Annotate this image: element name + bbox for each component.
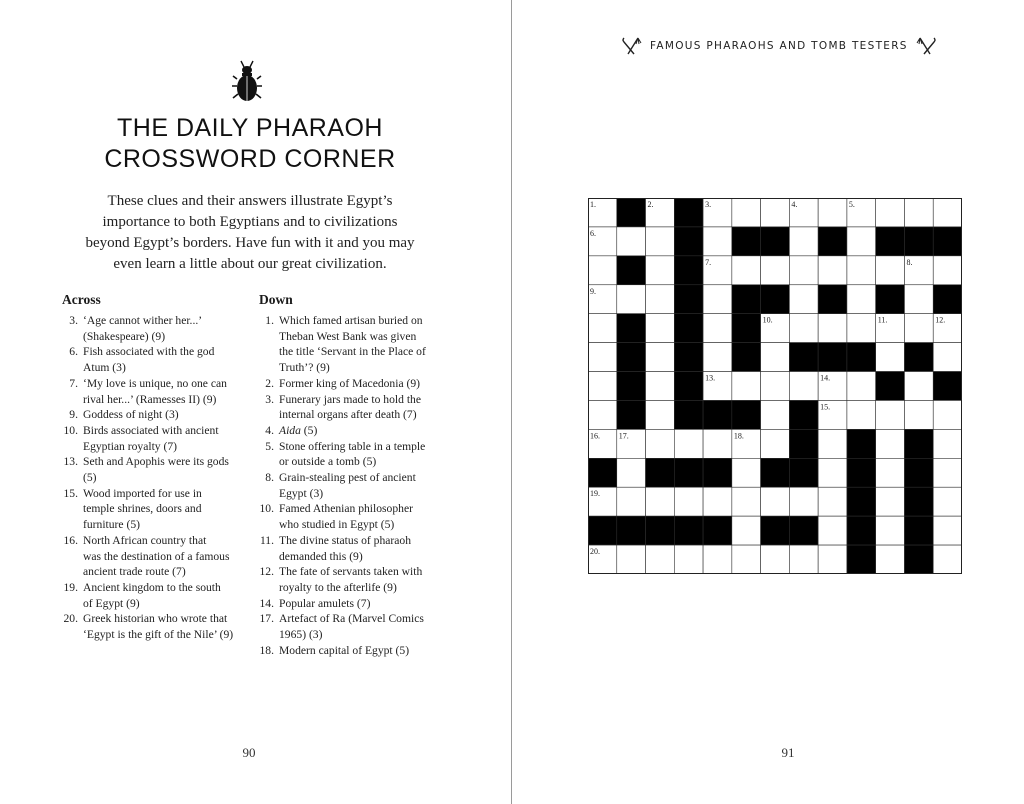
clue-text: Stone offering table in a temple bbox=[279, 439, 426, 453]
clue-text: Ancient kingdom to the south bbox=[83, 580, 221, 594]
black-square bbox=[933, 227, 962, 256]
white-square[interactable] bbox=[876, 400, 905, 429]
white-square[interactable] bbox=[703, 487, 732, 516]
clue-number: 8. bbox=[265, 471, 274, 485]
black-square bbox=[847, 487, 876, 516]
black-square bbox=[674, 343, 703, 372]
white-square[interactable] bbox=[646, 227, 675, 256]
black-square bbox=[617, 314, 646, 343]
white-square[interactable] bbox=[761, 400, 790, 429]
clue-text: rival her...’ (Ramesses II) (9) bbox=[83, 392, 217, 406]
black-square bbox=[703, 400, 732, 429]
white-square[interactable] bbox=[674, 487, 703, 516]
intro-line: beyond Egypt’s borders. Have fun with it and you may bbox=[85, 235, 415, 251]
clue-number: 16. bbox=[63, 533, 78, 547]
white-square[interactable] bbox=[789, 545, 818, 574]
black-square bbox=[674, 400, 703, 429]
cell-number: 9. bbox=[590, 286, 596, 296]
cell-number: 20. bbox=[590, 547, 600, 557]
clue-text: or outside a tomb (5) bbox=[279, 455, 377, 469]
white-square[interactable] bbox=[818, 545, 847, 574]
white-square[interactable] bbox=[703, 545, 732, 574]
cell-number: 17. bbox=[618, 431, 629, 441]
white-square[interactable] bbox=[904, 285, 933, 314]
white-square[interactable] bbox=[617, 458, 646, 487]
clue-text: Funerary jars made to hold the bbox=[279, 392, 421, 406]
clue-text: Grain-stealing pest of ancient bbox=[279, 471, 416, 485]
white-square[interactable] bbox=[732, 372, 761, 401]
clue-number: 10. bbox=[259, 502, 274, 516]
crook-flail-right-icon bbox=[916, 35, 938, 57]
clue-number: 3. bbox=[69, 314, 78, 327]
clue-text: Famed Athenian philosopher bbox=[279, 502, 413, 516]
black-square bbox=[674, 372, 703, 401]
cell-number: 18. bbox=[733, 431, 744, 441]
clue-text: the title ‘Servant in the Place of bbox=[279, 345, 426, 359]
clue-text: Goddess of night (3) bbox=[83, 408, 179, 422]
white-square[interactable] bbox=[876, 458, 905, 487]
down-clue-list bbox=[256, 313, 452, 658]
clue-text: demanded this (9) bbox=[279, 549, 363, 563]
clue-number: 10. bbox=[63, 423, 78, 437]
white-square[interactable] bbox=[761, 545, 790, 574]
black-square bbox=[904, 227, 933, 256]
white-square[interactable] bbox=[646, 314, 675, 343]
white-square[interactable] bbox=[876, 487, 905, 516]
white-square[interactable] bbox=[646, 429, 675, 458]
white-square[interactable] bbox=[646, 545, 675, 574]
clue-text: was the destination of a famous bbox=[83, 549, 230, 563]
black-square bbox=[818, 227, 847, 256]
black-square bbox=[617, 198, 646, 227]
white-square[interactable] bbox=[847, 285, 876, 314]
black-square bbox=[789, 458, 818, 487]
cell-number: 15. bbox=[820, 402, 831, 412]
white-square[interactable] bbox=[761, 487, 790, 516]
clue-text: Theban West Bank was given bbox=[279, 329, 417, 343]
down-clue bbox=[256, 313, 452, 376]
white-square[interactable] bbox=[617, 545, 646, 574]
clue-text: Birds associated with ancient bbox=[83, 423, 219, 437]
clue-text: (Shakespeare) (9) bbox=[83, 329, 166, 343]
white-square[interactable] bbox=[847, 372, 876, 401]
black-square bbox=[617, 516, 646, 545]
cell-number: 12. bbox=[935, 315, 946, 325]
white-square[interactable] bbox=[847, 256, 876, 285]
across-clue bbox=[60, 533, 250, 580]
crossword-grid bbox=[588, 198, 962, 574]
white-square[interactable] bbox=[933, 400, 962, 429]
across-clue bbox=[60, 344, 250, 375]
white-square[interactable] bbox=[789, 227, 818, 256]
intro-line: even learn a little about our great civilization. bbox=[113, 256, 387, 272]
clue-text: who studied in Egypt (5) bbox=[279, 518, 395, 532]
black-square bbox=[818, 343, 847, 372]
clue-text: Greek historian who wrote that bbox=[83, 612, 228, 626]
white-square[interactable] bbox=[732, 458, 761, 487]
clue-text: Wood imported for use in bbox=[83, 486, 202, 500]
page-number: 90 bbox=[242, 745, 256, 760]
black-square bbox=[674, 458, 703, 487]
black-square bbox=[818, 285, 847, 314]
clue-text: ancient trade route (7) bbox=[83, 565, 186, 579]
cell-number: 11. bbox=[877, 315, 888, 325]
white-square[interactable] bbox=[789, 314, 818, 343]
clue-number: 20. bbox=[63, 612, 78, 626]
white-square[interactable] bbox=[646, 343, 675, 372]
clue-number: 6. bbox=[69, 345, 78, 359]
intro-line: These clues and their answers illustrate Egypt’s bbox=[107, 193, 393, 209]
white-square[interactable] bbox=[761, 256, 790, 285]
clue-number: 7. bbox=[69, 376, 78, 390]
across-clue bbox=[60, 611, 250, 642]
intro-paragraph bbox=[70, 191, 430, 275]
clue-text: ‘Egypt is the gift of the Nile’ (9) bbox=[83, 628, 234, 642]
clue-text: temple shrines, doors and bbox=[83, 502, 202, 516]
white-square[interactable] bbox=[818, 429, 847, 458]
white-square[interactable] bbox=[818, 256, 847, 285]
clue-number: 17. bbox=[259, 612, 274, 626]
white-square[interactable] bbox=[876, 516, 905, 545]
white-square[interactable] bbox=[876, 429, 905, 458]
white-square[interactable] bbox=[847, 227, 876, 256]
clue-text: 1965) (3) bbox=[279, 628, 323, 642]
down-heading: Down bbox=[259, 292, 293, 307]
white-square[interactable] bbox=[904, 198, 933, 227]
black-square bbox=[674, 285, 703, 314]
cell-number: 16. bbox=[590, 431, 600, 441]
clue-text: (5) bbox=[83, 471, 97, 485]
white-square[interactable] bbox=[646, 256, 675, 285]
cell-number: 2. bbox=[647, 200, 654, 209]
white-square[interactable] bbox=[703, 343, 732, 372]
cell-number: 7. bbox=[705, 257, 712, 267]
clue-text: of Egypt (9) bbox=[83, 596, 140, 610]
white-square[interactable] bbox=[674, 545, 703, 574]
cell-number: 19. bbox=[590, 489, 600, 499]
title-line: CROSSWORD CORNER bbox=[104, 145, 396, 173]
white-square[interactable] bbox=[933, 545, 962, 574]
down-clue bbox=[256, 564, 452, 595]
white-square[interactable] bbox=[933, 198, 962, 227]
across-heading: Across bbox=[62, 292, 101, 307]
clue-number: 1. bbox=[265, 314, 274, 327]
black-square bbox=[674, 198, 703, 227]
black-square bbox=[674, 314, 703, 343]
white-square[interactable] bbox=[933, 487, 962, 516]
clue-text: ‘Age cannot wither her...’ bbox=[83, 314, 203, 327]
intro-line: importance to both Egyptians and to civilizations bbox=[102, 214, 398, 230]
white-square[interactable] bbox=[588, 372, 617, 401]
page-number: 91 bbox=[781, 745, 795, 760]
white-square[interactable] bbox=[904, 314, 933, 343]
down-clue bbox=[256, 533, 452, 564]
clue-number: 15. bbox=[63, 486, 78, 500]
down-clue bbox=[256, 392, 452, 423]
white-square[interactable] bbox=[588, 256, 617, 285]
black-square bbox=[761, 458, 790, 487]
black-square bbox=[847, 545, 876, 574]
across-clue bbox=[60, 423, 250, 454]
black-square bbox=[732, 400, 761, 429]
white-square[interactable] bbox=[904, 372, 933, 401]
clue-text: The fate of servants taken with bbox=[279, 565, 423, 579]
down-clue bbox=[256, 643, 452, 659]
clue-number: 4. bbox=[265, 423, 274, 437]
clue-text: internal organs after death (7) bbox=[279, 408, 417, 422]
clue-text: royalty to the afterlife (9) bbox=[279, 580, 397, 594]
clue-text: Aida (5) bbox=[279, 423, 318, 437]
white-square[interactable] bbox=[617, 227, 646, 256]
white-square[interactable] bbox=[818, 458, 847, 487]
white-square[interactable] bbox=[876, 198, 905, 227]
clue-text: Modern capital of Egypt (5) bbox=[279, 643, 410, 657]
black-square bbox=[847, 429, 876, 458]
clue-number: 5. bbox=[265, 439, 274, 453]
right-page bbox=[512, 0, 1024, 804]
black-square bbox=[617, 256, 646, 285]
down-clue bbox=[256, 376, 452, 392]
white-square[interactable] bbox=[703, 227, 732, 256]
down-clue bbox=[256, 611, 452, 642]
clue-number: 2. bbox=[265, 376, 274, 390]
white-square[interactable] bbox=[646, 372, 675, 401]
black-square bbox=[703, 458, 732, 487]
black-square bbox=[933, 285, 962, 314]
white-square[interactable] bbox=[588, 400, 617, 429]
black-square bbox=[617, 372, 646, 401]
clue-text: Seth and Apophis were its gods bbox=[83, 455, 229, 469]
clue-text: Egyptian royalty (7) bbox=[83, 439, 178, 453]
white-square[interactable] bbox=[703, 314, 732, 343]
clue-text: Which famed artisan buried on bbox=[279, 314, 423, 327]
white-square[interactable] bbox=[761, 198, 790, 227]
black-square bbox=[761, 285, 790, 314]
cell-number: 8. bbox=[906, 257, 913, 267]
black-square bbox=[588, 516, 617, 545]
white-square[interactable] bbox=[789, 372, 818, 401]
across-clue bbox=[60, 313, 250, 344]
clue-number: 11. bbox=[259, 533, 274, 547]
cell-number: 6. bbox=[590, 228, 596, 238]
black-square bbox=[904, 545, 933, 574]
clue-text: North African country that bbox=[83, 533, 207, 547]
crook-flail-left-icon bbox=[620, 35, 642, 57]
black-square bbox=[617, 400, 646, 429]
white-square[interactable] bbox=[818, 314, 847, 343]
across-clue bbox=[60, 486, 250, 533]
white-square[interactable] bbox=[646, 400, 675, 429]
clue-number: 18. bbox=[259, 643, 274, 657]
cell-number: 13. bbox=[705, 373, 716, 383]
black-square bbox=[847, 516, 876, 545]
across-clue bbox=[60, 580, 250, 611]
white-square[interactable] bbox=[674, 429, 703, 458]
cell-number: 1. bbox=[590, 200, 596, 209]
clue-number: 14. bbox=[259, 596, 274, 610]
black-square bbox=[904, 343, 933, 372]
down-clue bbox=[256, 470, 452, 501]
white-square[interactable] bbox=[588, 343, 617, 372]
clue-number: 12. bbox=[259, 565, 274, 579]
white-square[interactable] bbox=[761, 372, 790, 401]
black-square bbox=[904, 458, 933, 487]
white-square[interactable] bbox=[847, 400, 876, 429]
black-square bbox=[876, 227, 905, 256]
white-square[interactable] bbox=[617, 487, 646, 516]
black-square bbox=[876, 285, 905, 314]
black-square bbox=[674, 256, 703, 285]
white-square[interactable] bbox=[789, 256, 818, 285]
across-clue-list bbox=[60, 313, 250, 643]
black-square bbox=[646, 516, 675, 545]
black-square bbox=[847, 458, 876, 487]
white-square[interactable] bbox=[933, 516, 962, 545]
cell-number: 10. bbox=[762, 315, 773, 325]
clue-number: 3. bbox=[265, 392, 274, 406]
clue-text: Egypt (3) bbox=[279, 486, 324, 500]
black-square bbox=[732, 227, 761, 256]
clue-text: Truth’? (9) bbox=[279, 361, 330, 375]
black-square bbox=[674, 227, 703, 256]
white-square[interactable] bbox=[732, 487, 761, 516]
white-square[interactable] bbox=[876, 256, 905, 285]
cell-number: 5. bbox=[848, 200, 855, 209]
black-square bbox=[588, 458, 617, 487]
white-square[interactable] bbox=[646, 285, 675, 314]
page-title bbox=[0, 113, 500, 175]
white-square[interactable] bbox=[732, 545, 761, 574]
white-square[interactable] bbox=[789, 487, 818, 516]
down-clue bbox=[256, 439, 452, 470]
clue-text: The divine status of pharaoh bbox=[279, 533, 412, 547]
white-square[interactable] bbox=[876, 343, 905, 372]
black-square bbox=[617, 343, 646, 372]
black-square bbox=[904, 429, 933, 458]
white-square[interactable] bbox=[933, 256, 962, 285]
black-square bbox=[732, 314, 761, 343]
black-square bbox=[732, 343, 761, 372]
white-square[interactable] bbox=[732, 516, 761, 545]
across-clue bbox=[60, 376, 250, 407]
white-square[interactable] bbox=[904, 400, 933, 429]
clue-text: Artefact of Ra (Marvel Comics bbox=[279, 612, 424, 626]
black-square bbox=[789, 429, 818, 458]
white-square[interactable] bbox=[818, 198, 847, 227]
white-square[interactable] bbox=[876, 545, 905, 574]
white-square[interactable] bbox=[847, 314, 876, 343]
white-square[interactable] bbox=[789, 285, 818, 314]
cell-number: 3. bbox=[705, 200, 712, 209]
clue-number: 13. bbox=[63, 455, 78, 469]
white-square[interactable] bbox=[933, 458, 962, 487]
clue-text: ‘My love is unique, no one can bbox=[83, 376, 227, 390]
white-square[interactable] bbox=[818, 487, 847, 516]
white-square[interactable] bbox=[761, 343, 790, 372]
black-square bbox=[933, 372, 962, 401]
white-square[interactable] bbox=[933, 343, 962, 372]
white-square[interactable] bbox=[732, 256, 761, 285]
clue-text: Atum (3) bbox=[83, 361, 126, 375]
clue-text: furniture (5) bbox=[83, 518, 140, 532]
white-square[interactable] bbox=[933, 429, 962, 458]
black-square bbox=[761, 516, 790, 545]
black-square bbox=[904, 487, 933, 516]
cell-number: 14. bbox=[820, 373, 831, 383]
cell-number: 4. bbox=[791, 200, 798, 209]
black-square bbox=[761, 227, 790, 256]
white-square[interactable] bbox=[588, 314, 617, 343]
across-clue bbox=[60, 454, 250, 485]
black-square bbox=[646, 458, 675, 487]
scarab-icon bbox=[232, 59, 262, 103]
white-square[interactable] bbox=[703, 285, 732, 314]
across-clue bbox=[60, 407, 250, 423]
white-square[interactable] bbox=[761, 429, 790, 458]
clue-text: Former king of Macedonia (9) bbox=[279, 376, 421, 390]
running-header-text: FAMOUS PHARAOHS AND TOMB TESTERS bbox=[650, 40, 908, 52]
clue-text: Fish associated with the god bbox=[83, 345, 215, 359]
black-square bbox=[789, 400, 818, 429]
black-square bbox=[789, 343, 818, 372]
black-square bbox=[732, 285, 761, 314]
clue-text: Popular amulets (7) bbox=[279, 596, 371, 610]
white-square[interactable] bbox=[703, 429, 732, 458]
black-square bbox=[847, 343, 876, 372]
white-square[interactable] bbox=[646, 487, 675, 516]
running-header bbox=[620, 35, 938, 57]
down-clue bbox=[256, 501, 452, 532]
white-square[interactable] bbox=[617, 285, 646, 314]
black-square bbox=[789, 516, 818, 545]
black-square bbox=[674, 516, 703, 545]
clue-number: 9. bbox=[69, 408, 78, 422]
white-square[interactable] bbox=[732, 198, 761, 227]
black-square bbox=[703, 516, 732, 545]
white-square[interactable] bbox=[818, 516, 847, 545]
clue-number: 19. bbox=[63, 580, 78, 594]
black-square bbox=[904, 516, 933, 545]
black-square bbox=[876, 372, 905, 401]
title-line: THE DAILY PHARAOH bbox=[117, 114, 383, 142]
down-clue bbox=[256, 596, 452, 612]
down-clue bbox=[256, 423, 452, 439]
